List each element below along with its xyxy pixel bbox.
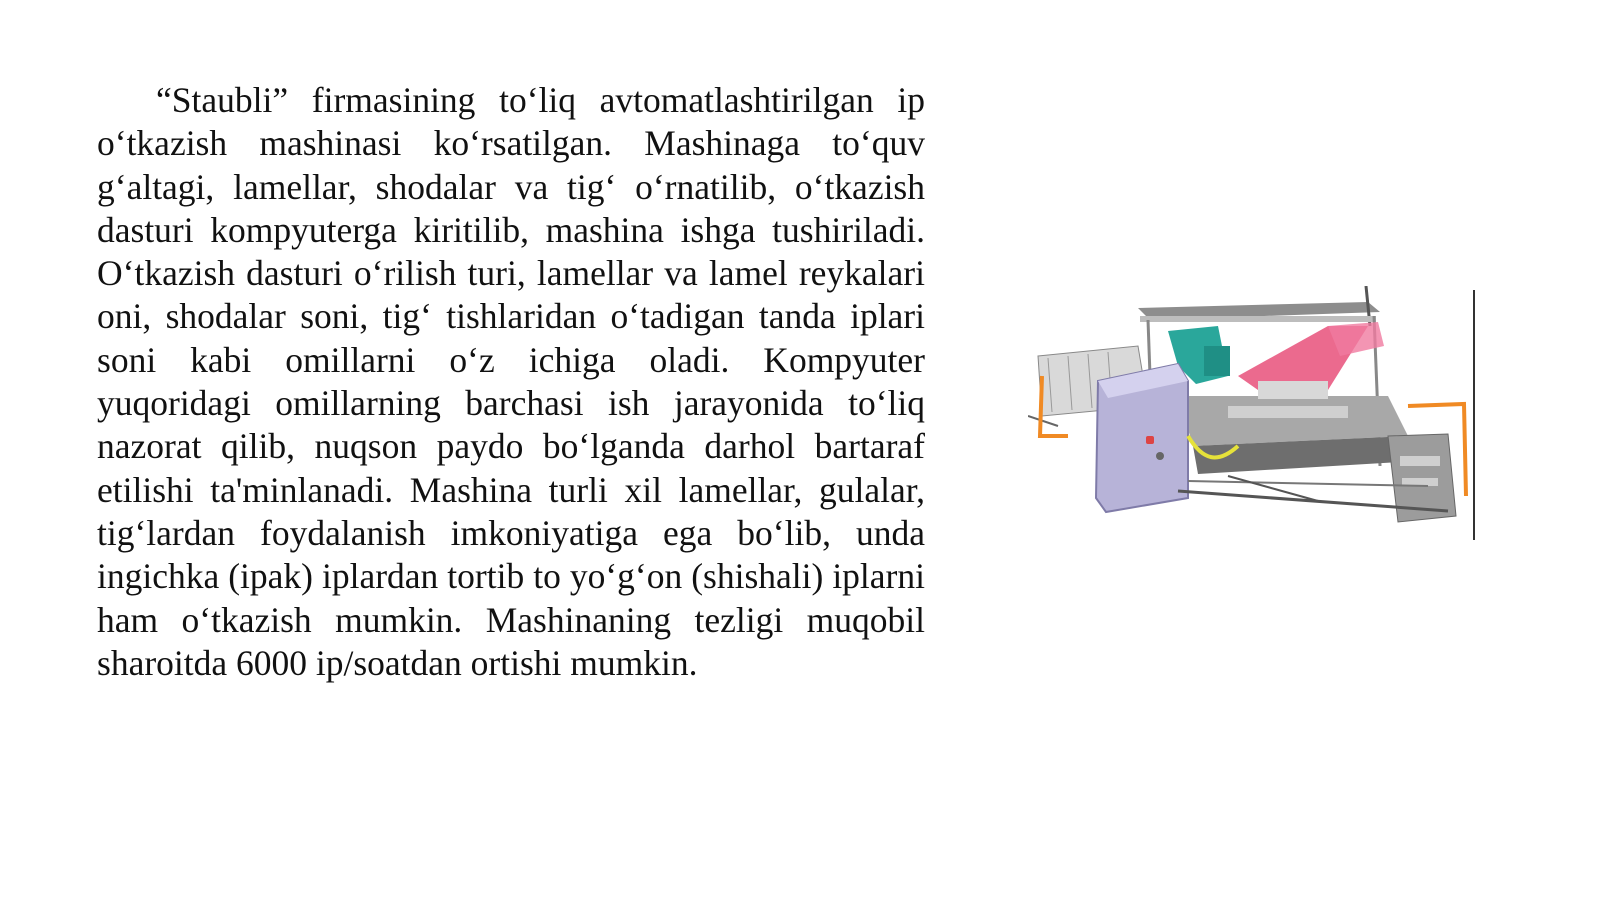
drawing-in-machine-illustration	[1028, 286, 1476, 546]
body-paragraph: “Staubli” firmasining to‘liq avtomatlashtirilgan ip o‘tkazish mashinasi ko‘rsatilgan. Mashinaga to‘quv g‘altagi, lamellar, shodalar va tig‘ o‘rnatilib, o‘tkazish dasturi kompyuterga kiritilib, mashina ishga tushiriladi. O‘tkazish dasturi o‘rilish turi, lamellar va lamel reykalari oni, shodalar soni, tig‘ tishlaridan o‘tadigan tanda iplari soni kabi omillarni o‘z ichiga oladi. Kompyuter yuqoridagi omillarning barchasi ish jarayonida to‘liq nazorat qilib, nuqson paydo bo‘lganda darhol bartaraf etilishi ta'minlanadi. Mashina turli xil lamellar, gulalar, tig‘lardan foydalanish imkoniyatiga ega bo‘lib, unda ingichka (ipak) iplardan tortib to yo‘g‘on (shishali) iplarni ham o‘tkazish mumkin. Mashinaning tezligi muqobil sharoitda 6000 ip/soatdan ortishi mumkin.	[97, 80, 925, 683]
